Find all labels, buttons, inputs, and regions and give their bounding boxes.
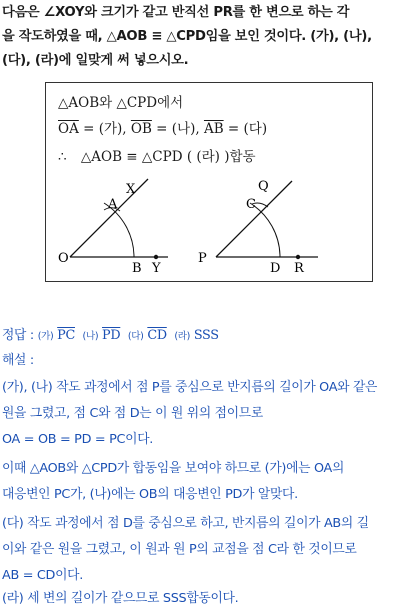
explanation-p3-l1: (다) 작도 과정에서 점 D를 중심으로 하고, 반지름의 길이가 AB의 길: [2, 516, 369, 531]
explanation-p2-l2: 대응변인 PC가, (나)에는 OB의 대응변인 PD가 알맞다.: [2, 487, 298, 502]
angle-qpr-figure: [198, 179, 318, 276]
question-line-2: 을 작도하였을 때, △AOB ≡ △CPD임을 보인 것이다. (가), (나),: [2, 29, 372, 44]
segment-oa: $\overline{OA}$: [58, 121, 79, 137]
point-y-dot: [154, 255, 158, 259]
answer-marker-da: (다): [127, 331, 144, 342]
answer-marker-na: (나): [82, 331, 99, 342]
answer-ga: $\overline{PC}$: [57, 328, 75, 343]
question-line-1: 다음은 ∠XOY와 크기가 같고 반직선 PR를 한 변으로 하는 각: [2, 5, 350, 20]
explanation-p1-l1: (가), (나) 작도 과정에서 점 P를 중심으로 반지름의 길이가 OA와 같은: [2, 380, 378, 395]
congruence-statement: △AOB ≡ △CPD ( (라) )합동: [80, 149, 256, 165]
question-line-3: (다), (라)에 일맞게 써 넣으시오.: [2, 53, 189, 68]
blank-na: = (나),: [151, 121, 204, 137]
segment-ab: $\overline{AB}$: [203, 121, 224, 137]
answer-marker-ra: (라): [174, 331, 191, 342]
blank-da: = (다): [223, 121, 268, 137]
ray-pq: [216, 181, 292, 257]
answer-na: $\overline{PD}$: [102, 328, 121, 343]
answer-da: $\overline{CD}$: [147, 328, 167, 343]
point-r-dot: [296, 255, 300, 259]
label-p: P: [198, 251, 207, 266]
label-q: Q: [258, 179, 269, 194]
proof-box: [45, 82, 373, 282]
answer-label: 정답 :: [2, 328, 34, 343]
label-a: A: [108, 197, 118, 212]
label-r: R: [294, 261, 304, 276]
label-o: O: [58, 251, 69, 266]
answer-marker-ga: (가): [37, 331, 54, 342]
label-y: Y: [152, 261, 161, 276]
label-b: B: [132, 261, 142, 276]
construction-diagram: [46, 83, 372, 281]
ray-ox: [70, 179, 148, 257]
label-c: C: [246, 197, 256, 212]
segment-ob: $\overline{OB}$: [130, 121, 152, 137]
therefore-symbol: ∴: [58, 149, 67, 165]
explanation-p2-l1: 이때 △AOB와 △CPD가 합동임을 보여야 하므로 (가)에는 OA의: [2, 461, 345, 476]
answer-ra: SSS: [193, 328, 219, 343]
proof-line-1: △AOB와 △CPD에서: [58, 95, 184, 111]
explanation-p4-l1: (라) 세 변의 길이가 같으므로 SSS합동이다.: [2, 591, 239, 606]
label-d: D: [270, 261, 281, 276]
explanation-p1-l3: OA = OB = PD = PC이다.: [2, 432, 154, 447]
explanation-p3-l2: 이와 같은 원을 그렸고, 이 원과 원 P의 교점을 점 C라 한 것이므로: [2, 542, 357, 557]
angle-xoy-figure: [58, 179, 168, 276]
explanation-label: 해설 :: [2, 353, 34, 368]
explanation-p1-l2: 원을 그렸고, 점 C와 점 D는 이 원 위의 점이므로: [2, 406, 263, 421]
label-x: X: [126, 182, 136, 197]
explanation-p3-l3: AB = CD이다.: [2, 568, 83, 583]
blank-ga: = (가),: [78, 121, 131, 137]
answer-line: [2, 324, 219, 343]
